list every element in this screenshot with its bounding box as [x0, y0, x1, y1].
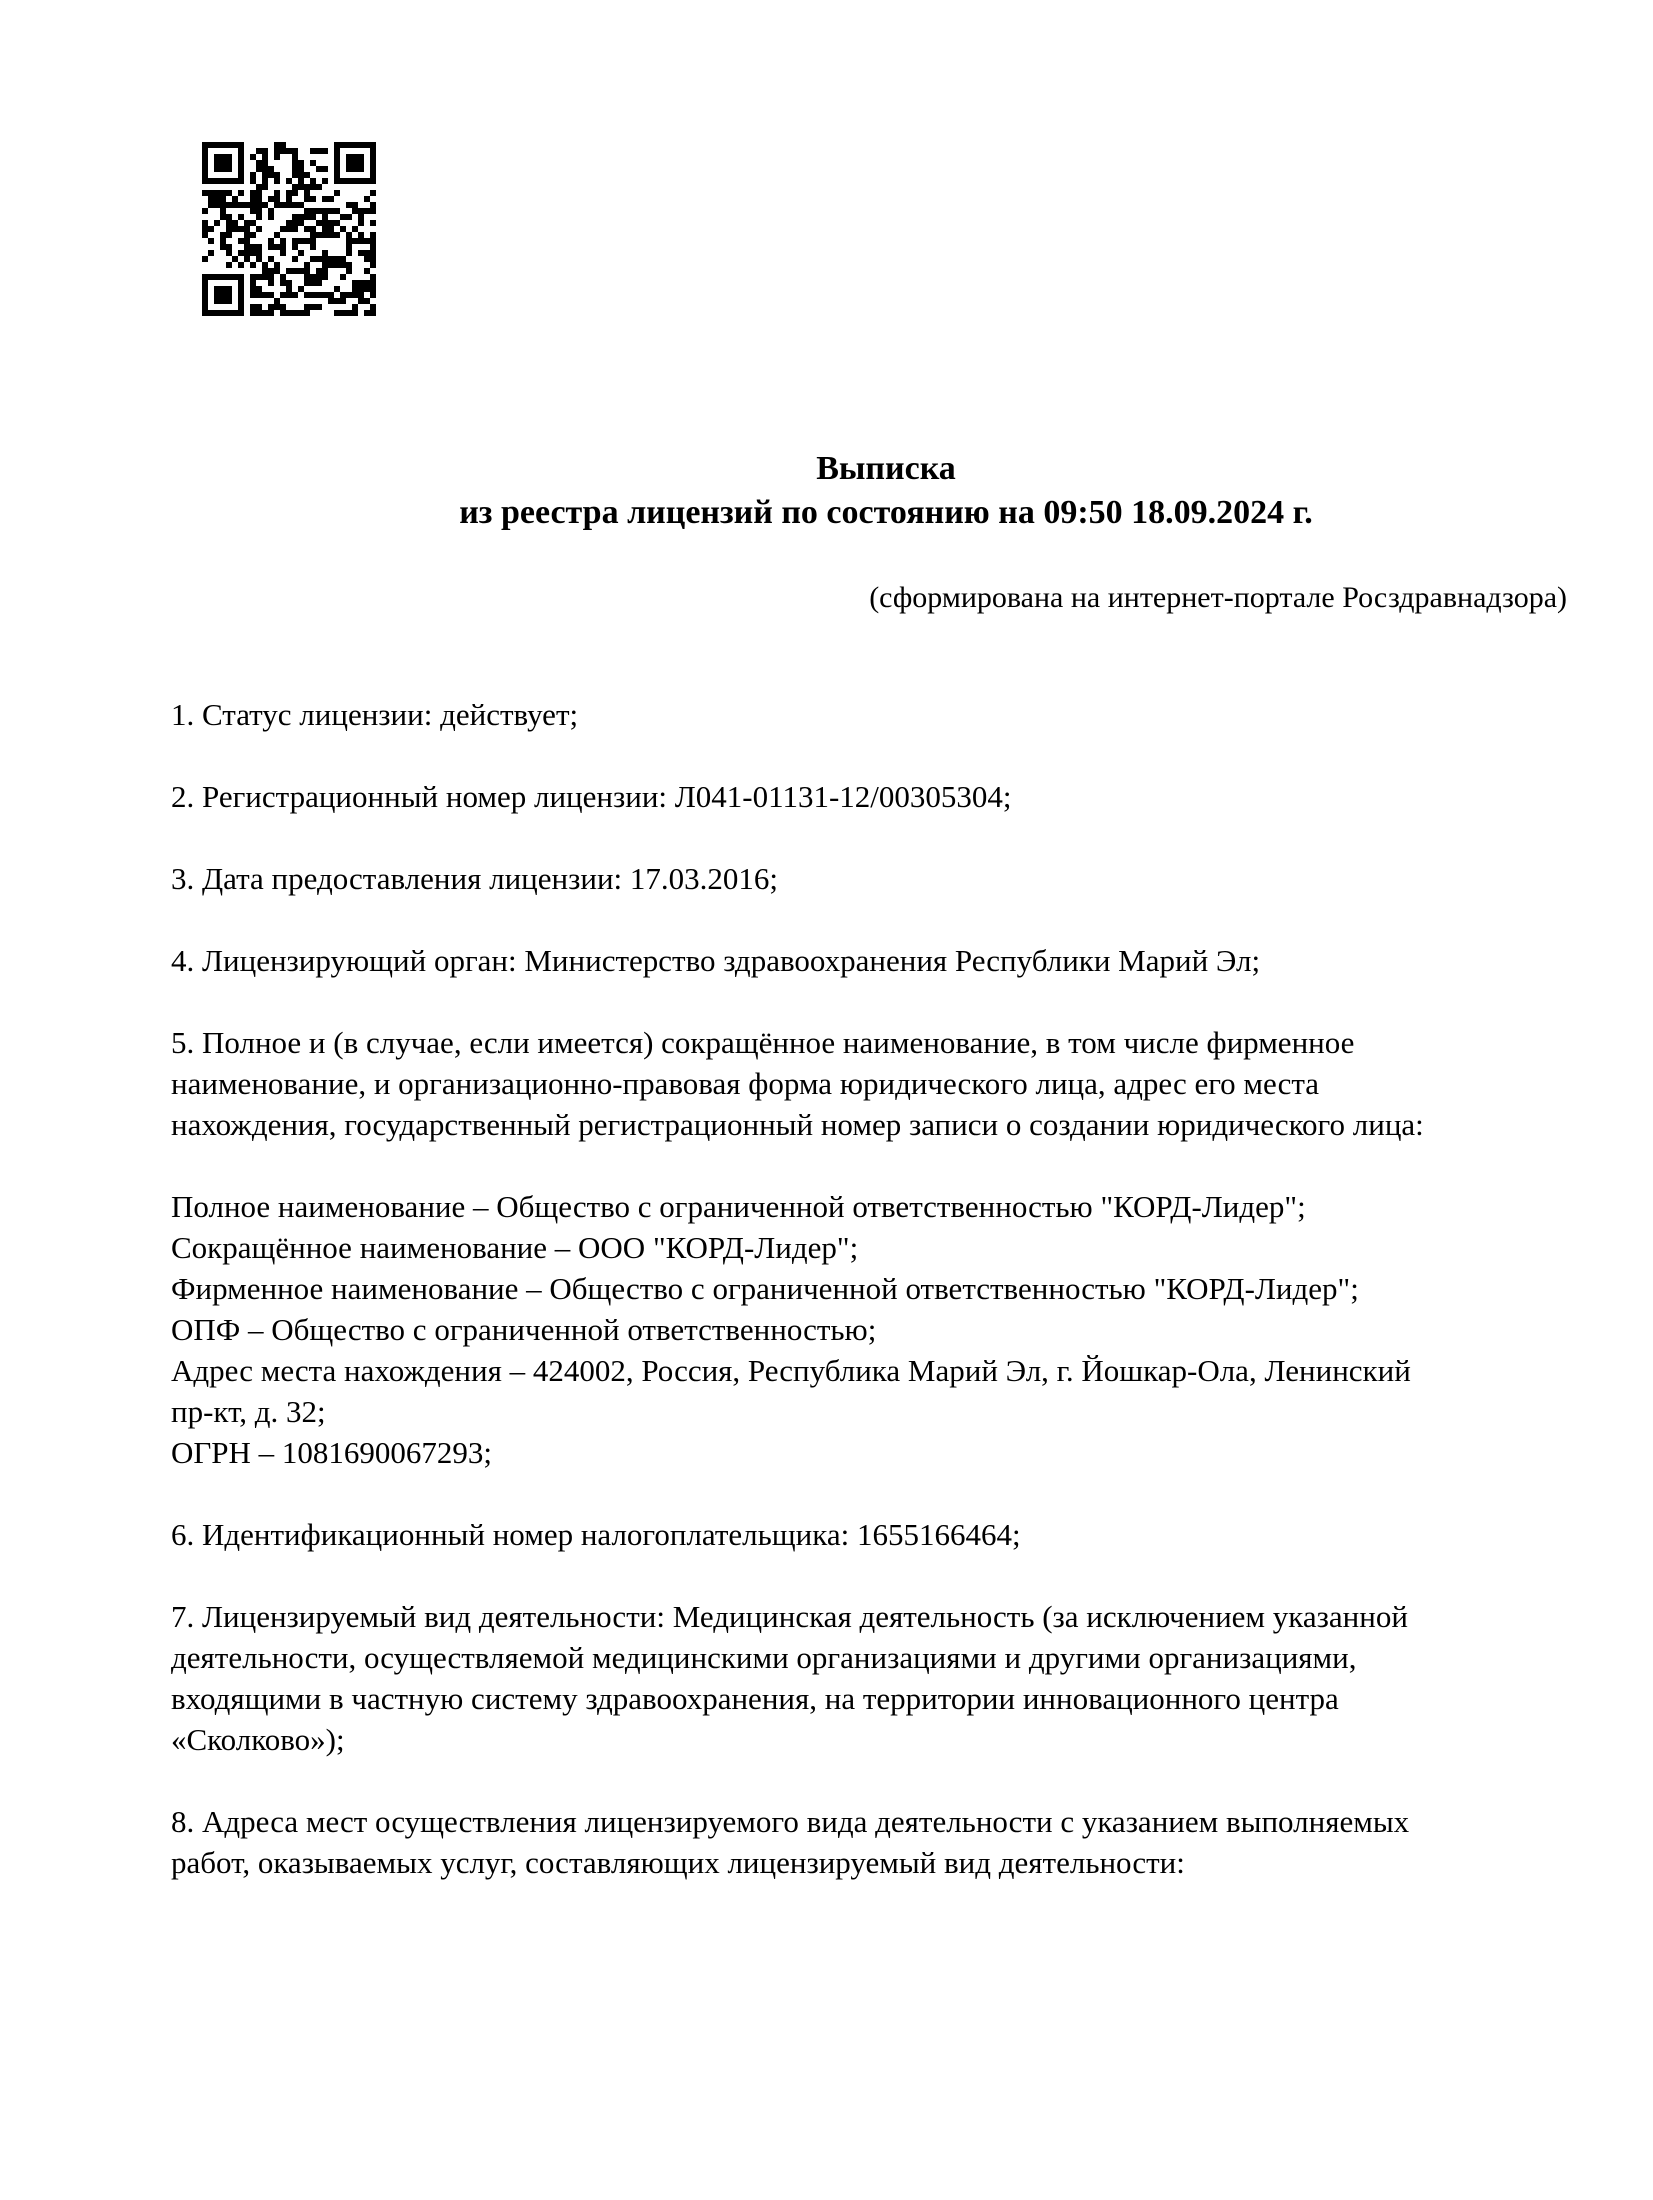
text-line: пр-кт, д. 32; — [171, 1394, 326, 1429]
text-line: 6. Идентификационный номер налогоплательщика: 1655166464; — [171, 1517, 1021, 1552]
text-line: 1. Статус лицензии: действует; — [171, 697, 579, 732]
activity-addresses-intro — [171, 1801, 1591, 1883]
text-line: ОПФ – Общество с ограниченной ответственностью; — [171, 1312, 877, 1347]
text-line: входящими в частную систему здравоохранения, на территории инновационного центра — [171, 1681, 1339, 1716]
document-title — [171, 447, 1601, 535]
text-line: Полное наименование – Общество с ограниченной ответственностью "КОРД-Лидер"; — [171, 1189, 1306, 1224]
text-line: ОГРН – 1081690067293; — [171, 1435, 493, 1470]
text-line: нахождения, государственный регистрационный номер записи о создании юридического лица: — [171, 1107, 1424, 1142]
text-line: 7. Лицензируемый вид деятельности: Медицинская деятельность (за исключением указанной — [171, 1599, 1408, 1634]
license-status — [171, 694, 1591, 735]
document-body — [171, 694, 1591, 1924]
text-line: наименование, и организационно-правовая форма юридического лица, адрес его места — [171, 1066, 1320, 1101]
text-line: Фирменное наименование – Общество с ограниченной ответственностью "КОРД-Лидер"; — [171, 1271, 1359, 1306]
text-line: 8. Адреса мест осуществления лицензируемого вида деятельности с указанием выполняемых — [171, 1804, 1410, 1839]
licensed-activity — [171, 1596, 1591, 1760]
qr-code-icon — [202, 142, 376, 316]
qr-code-container — [202, 142, 376, 316]
text-line: «Сколково»); — [171, 1722, 345, 1757]
text-line: Адрес места нахождения – 424002, Россия, Республика Марий Эл, г. Йошкар-Ола, Ленинский — [171, 1353, 1411, 1388]
text-line: деятельности, осуществляемой медицинскими организациями и другими организациями, — [171, 1640, 1357, 1675]
organization-details — [171, 1186, 1591, 1473]
text-line: 3. Дата предоставления лицензии: 17.03.2016; — [171, 861, 779, 896]
title-line-2: из реестра лицензий по состоянию на 09:50 18.09.2024 г. — [459, 494, 1313, 531]
document-subtitle: (сформирована на интернет-портале Росздравнадзора) — [869, 581, 1567, 614]
text-line: 2. Регистрационный номер лицензии: Л041-01131-12/00305304; — [171, 779, 1012, 814]
text-line: 5. Полное и (в случае, если имеется) сокращённое наименование, в том числе фирменное — [171, 1025, 1355, 1060]
licensing-authority — [171, 940, 1591, 981]
taxpayer-number — [171, 1514, 1591, 1555]
registration-number — [171, 776, 1591, 817]
grant-date — [171, 858, 1591, 899]
title-line-1: Выписка — [816, 450, 956, 487]
names-intro — [171, 1022, 1591, 1145]
text-line: 4. Лицензирующий орган: Министерство здравоохранения Республики Марий Эл; — [171, 943, 1261, 978]
text-line: Сокращённое наименование – ООО "КОРД-Лидер"; — [171, 1230, 859, 1265]
text-line: работ, оказываемых услуг, составляющих лицензируемый вид деятельности: — [171, 1845, 1185, 1880]
